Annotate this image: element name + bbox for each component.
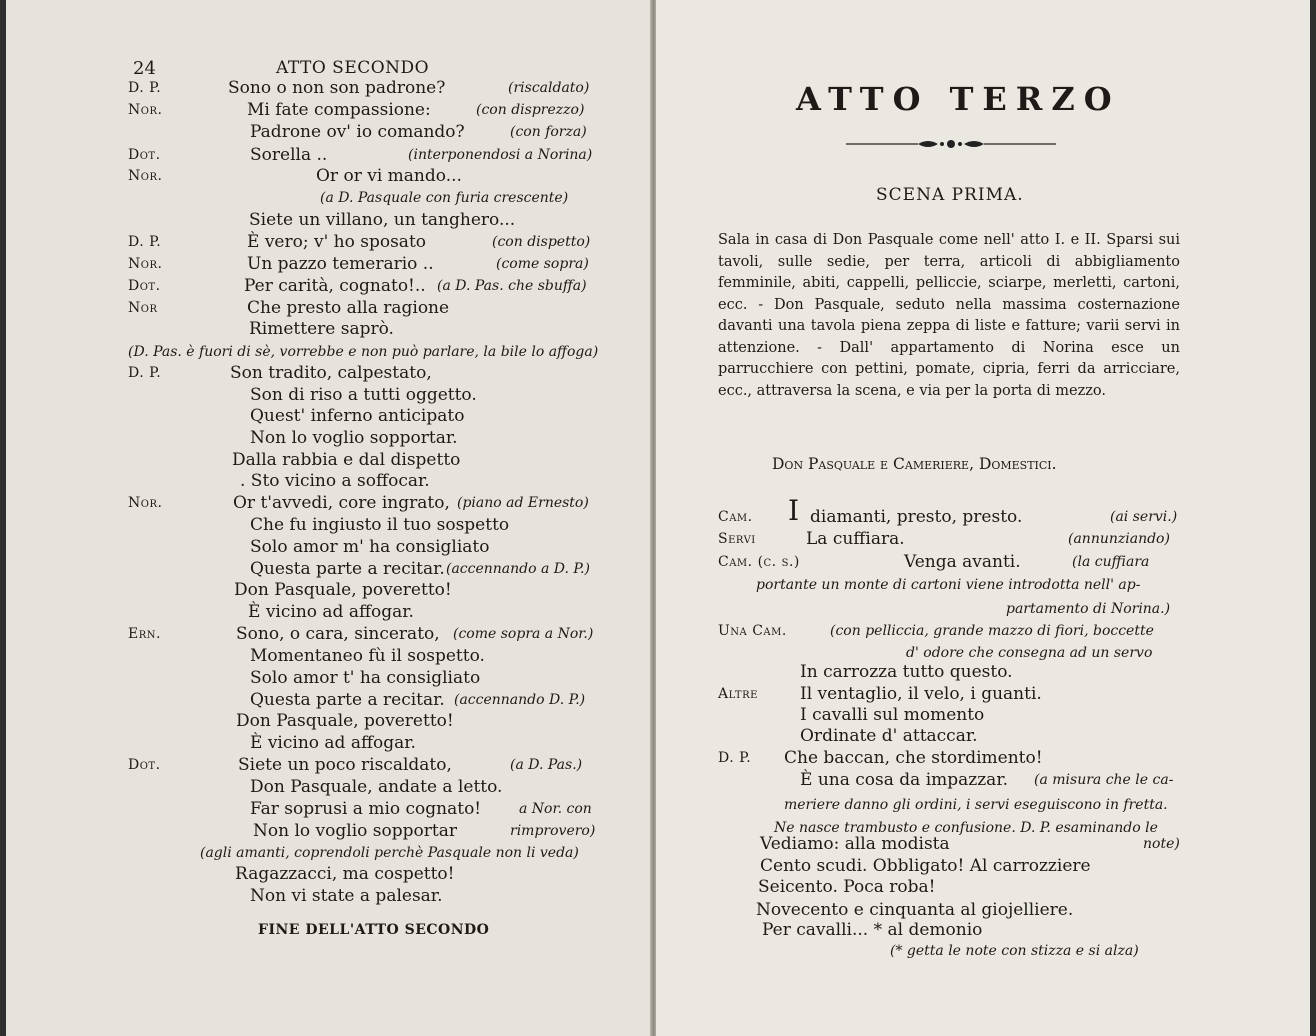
- verse-line: È vero; v' ho sposato: [247, 232, 427, 252]
- stage-direction: (agli amanti, coprendoli perchè Pasquale non li veda): [200, 845, 579, 861]
- verse-line: Questa parte a recitar.: [250, 559, 445, 579]
- verse-line: I cavalli sul momento: [800, 705, 985, 725]
- verse-line: Un pazzo temerario ..: [247, 254, 434, 274]
- verse-line: Don Pasquale, poveretto!: [234, 580, 452, 600]
- stage-direction: (come sopra): [496, 256, 589, 272]
- speaker-label: Ern.: [128, 626, 161, 642]
- speaker-label: Altre: [718, 686, 758, 702]
- verse-line: Questa parte a recitar.: [250, 690, 445, 710]
- verse-line: Solo amor t' ha consigliato: [250, 668, 481, 688]
- verse-line: diamanti, presto, presto.: [810, 507, 1023, 527]
- speaker-label: Servi: [718, 531, 756, 547]
- speaker-label: Dot.: [128, 757, 161, 773]
- verse-line: Che fu ingiusto il tuo sospetto: [250, 515, 510, 535]
- verse-line: Venga avanti.: [904, 552, 1021, 572]
- verse-line: Mi fate compassione:: [247, 100, 431, 120]
- speaker-label: Nor: [128, 300, 158, 316]
- verse-line: Or t'avvedi, core ingrato,: [233, 493, 450, 513]
- stage-direction: (* getta le note con stizza e si alza): [890, 943, 1139, 959]
- verse-line: Non lo voglio sopportar.: [250, 428, 458, 448]
- verse-line: Don Pasquale, andate a letto.: [250, 777, 503, 797]
- end-of-act: FINE DELL'ATTO SECONDO: [258, 922, 490, 938]
- speaker-label: Nor.: [128, 168, 163, 184]
- verse-line: Il ventaglio, il velo, i guanti.: [800, 684, 1042, 704]
- stage-direction: portante un monte di cartoni viene introdotta nell' ap-: [756, 577, 1141, 593]
- verse-line: In carrozza tutto questo.: [800, 662, 1013, 682]
- verse-line: Cento scudi. Obbligato! Al carrozziere: [760, 856, 1091, 876]
- verse-line: Non vi state a palesar.: [250, 886, 443, 906]
- right-page: [656, 0, 1310, 1036]
- verse-line: Seicento. Poca roba!: [758, 877, 936, 897]
- stage-direction: (riscaldato): [508, 80, 590, 96]
- verse-line: È una cosa da impazzar.: [800, 770, 1008, 790]
- speaker-label: D. P.: [128, 234, 162, 250]
- speaker-label: Dot.: [128, 278, 161, 294]
- speaker-label: Dot.: [128, 147, 161, 163]
- stage-direction: (accennando D. P.): [454, 692, 586, 708]
- verse-line: Ordinate d' attaccar.: [800, 726, 978, 746]
- stage-direction: (annunziando): [1068, 531, 1170, 547]
- verse-line: Son tradito, calpestato,: [230, 363, 432, 383]
- verse-line: È vicino ad affogar.: [248, 602, 414, 622]
- verse-line: Son di riso a tutti oggetto.: [250, 385, 477, 405]
- verse-line: Sono, o cara, sincerato,: [236, 624, 440, 644]
- page-number: 24: [133, 58, 156, 79]
- stage-direction: (con pelliccia, grande mazzo di fiori, boccette: [830, 623, 1154, 639]
- act-title: ATTO TERZO: [796, 80, 1121, 118]
- speaker-label: Una Cam.: [718, 623, 787, 639]
- verse-line: Or or vi mando...: [316, 166, 462, 186]
- verse-line: Rimettere saprò.: [249, 319, 394, 339]
- stage-direction: (a D. Pas. che sbuffa): [437, 278, 587, 294]
- verse-line: Vediamo: alla modista: [760, 834, 950, 854]
- stage-direction: (con dispetto): [492, 234, 591, 250]
- verse-line: Per carità, cognato!..: [244, 276, 426, 296]
- verse-line: Per cavalli... * al demonio: [762, 920, 983, 940]
- stage-direction: (a D. Pasquale con furia crescente): [320, 190, 569, 206]
- stage-direction: (con forza): [510, 124, 587, 140]
- verse-line: Solo amor m' ha consigliato: [250, 537, 490, 557]
- speaker-label: Nor.: [128, 495, 163, 511]
- speaker-label: D. P.: [128, 80, 162, 96]
- stage-direction: rimprovero): [510, 823, 596, 839]
- drop-cap: I: [788, 494, 800, 527]
- left-page: [6, 0, 652, 1036]
- speaker-label: D. P.: [128, 365, 162, 381]
- stage-direction: (con disprezzo): [476, 102, 585, 118]
- speaker-label: Cam.: [718, 509, 753, 525]
- stage-direction: (a D. Pas.): [510, 757, 583, 773]
- verse-line: Dalla rabbia e dal dispetto: [232, 450, 461, 470]
- stage-direction: (come sopra a Nor.): [453, 626, 594, 642]
- verse-line: . Sto vicino a soffocar.: [240, 471, 430, 491]
- verse-line: Siete un villano, un tanghero...: [249, 210, 516, 230]
- stage-direction: a Nor. con: [519, 801, 592, 817]
- stage-direction: note): [1143, 836, 1180, 852]
- speaker-label: D. P.: [718, 750, 752, 766]
- verse-line: Siete un poco riscaldato,: [238, 755, 452, 775]
- verse-line: È vicino ad affogar.: [250, 733, 416, 753]
- verse-line: Quest' inferno anticipato: [250, 406, 465, 426]
- verse-line: Sono o non son padrone?: [228, 78, 446, 98]
- verse-line: Padrone ov' io comando?: [250, 122, 465, 142]
- verse-line: Novecento e cinquanta al giojelliere.: [756, 900, 1074, 920]
- speaker-label: Nor.: [128, 102, 163, 118]
- stage-direction: (D. Pas. è fuori di sè, vorrebbe e non può parlare, la bile lo affoga): [128, 344, 599, 360]
- scene-heading: SCENA PRIMA.: [876, 185, 1024, 205]
- verse-line: Che presto alla ragione: [247, 298, 450, 318]
- speaker-label: Nor.: [128, 256, 163, 272]
- running-head: ATTO SECONDO: [276, 58, 430, 78]
- verse-line: Non lo voglio sopportar: [253, 821, 457, 841]
- verse-line: La cuffiara.: [806, 529, 905, 549]
- ornament-rule-icon: [846, 136, 1056, 152]
- stage-direction: Ne nasce trambusto e confusione. D. P. esaminando le: [774, 820, 1158, 836]
- stage-direction: (piano ad Ernesto): [457, 495, 589, 511]
- stage-direction: (accennando a D. P.): [446, 561, 590, 577]
- verse-line: Momentaneo fù il sospetto.: [250, 646, 485, 666]
- personae: Don Pasquale e Cameriere, Domestici.: [772, 455, 1057, 473]
- speaker-label: Cam. (c. s.): [718, 554, 800, 570]
- stage-direction: meriere danno gli ordini, i servi eseguiscono in fretta.: [784, 797, 1168, 813]
- stage-direction: (ai servi.): [1110, 509, 1178, 525]
- verse-line: Ragazzacci, ma cospetto!: [235, 864, 455, 884]
- stage-direction: (interponendosi a Norina): [408, 147, 593, 163]
- stage-direction: d' odore che consegna ad un servo: [906, 645, 1153, 661]
- stage-description: Sala in casa di Don Pasquale come nell' atto I. e II. Sparsi sui tavoli, sulle sedie, per terra, articoli di abbigliamento femminile, abiti, cappelli, pelliccie, sciarpe, merletti, cartoni, ecc. - Don Pasquale, seduto nella massima costernazione davanti una tavola piena zeppa di liste e fatture; varii servi in attenzione. - Dall' appartamento di Norina esce un parrucchiere con pettini, pomate, cipria, ferri da arricciare, ecc., attraversa la scena, e via per la porta di mezzo.: [718, 232, 1180, 399]
- stage-direction: (la cuffiara: [1072, 554, 1150, 570]
- stage-direction: partamento di Norina.): [1006, 601, 1171, 617]
- verse-line: Don Pasquale, poveretto!: [236, 711, 454, 731]
- stage-direction: (a misura che le ca-: [1034, 772, 1174, 788]
- verse-line: Far soprusi a mio cognato!: [250, 799, 482, 819]
- verse-line: Sorella ..: [250, 145, 328, 165]
- verse-line: Che baccan, che stordimento!: [784, 748, 1043, 768]
